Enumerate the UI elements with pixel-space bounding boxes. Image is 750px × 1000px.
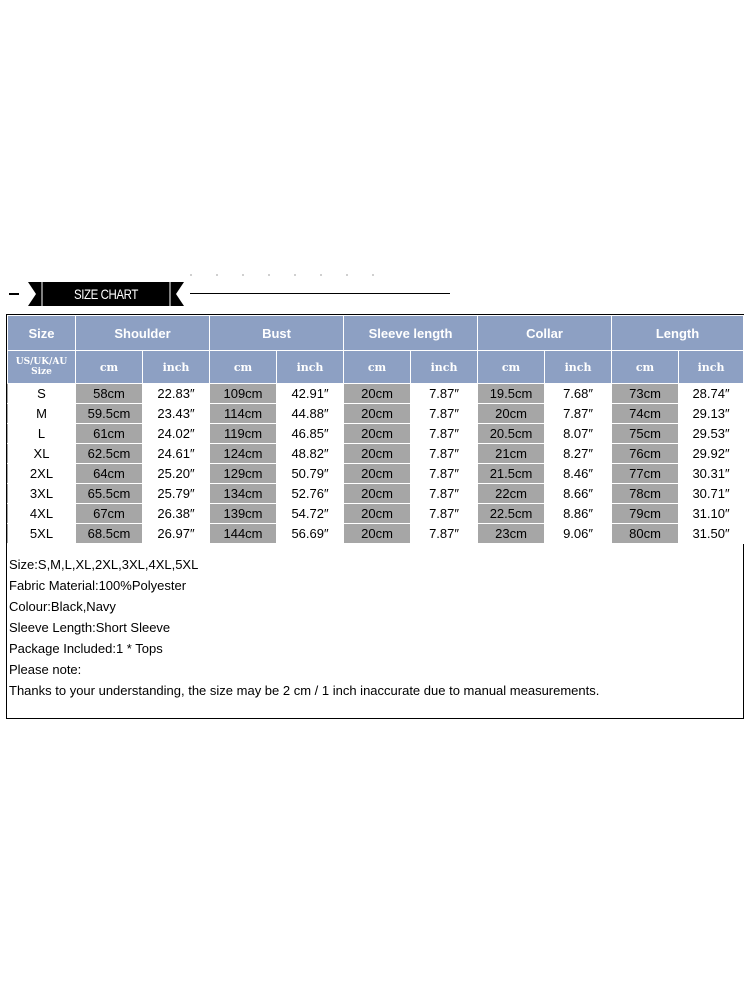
product-notes (9, 554, 739, 701)
unit-header-inch: inch (411, 351, 478, 384)
unit-header-cm: cm (344, 351, 411, 384)
unit-header-inch: inch (545, 351, 612, 384)
cell-sleeve-inch: 7.87″ (411, 524, 478, 544)
unit-header-inch: inch (277, 351, 344, 384)
cell-shoulder-inch: 23.43″ (143, 404, 210, 424)
cell-collar-inch: 9.06″ (545, 524, 612, 544)
note-line: Sleeve Length:Short Sleeve (9, 620, 171, 635)
note-line: Package Included:1 * Tops (9, 641, 163, 656)
cell-length-inch: 31.10″ (679, 504, 744, 524)
table-row (8, 424, 744, 444)
cell-sleeve-cm: 20cm (344, 524, 411, 544)
cell-size: L (8, 424, 76, 444)
group-header-collar: Collar (478, 316, 612, 351)
table-row (8, 384, 744, 404)
cell-shoulder-cm: 68.5cm (76, 524, 143, 544)
cell-sleeve-cm: 20cm (344, 484, 411, 504)
cell-collar-inch: 8.07″ (545, 424, 612, 444)
cell-shoulder-inch: 26.38″ (143, 504, 210, 524)
cell-shoulder-inch: 26.97″ (143, 524, 210, 544)
cell-bust-inch: 44.88″ (277, 404, 344, 424)
cell-collar-cm: 22cm (478, 484, 545, 504)
cell-size: XL (8, 444, 76, 464)
cell-length-cm: 80cm (612, 524, 679, 544)
size-chart-panel (6, 314, 744, 719)
cell-length-inch: 30.31″ (679, 464, 744, 484)
cell-length-cm: 73cm (612, 384, 679, 404)
group-header-shoulder: Shoulder (76, 316, 210, 351)
unit-header-cm: cm (478, 351, 545, 384)
cell-shoulder-cm: 59.5cm (76, 404, 143, 424)
header-rule (190, 293, 450, 294)
table-unit-header-row (8, 351, 744, 384)
cell-bust-inch: 54.72″ (277, 504, 344, 524)
cell-length-cm: 75cm (612, 424, 679, 444)
cell-bust-cm: 129cm (210, 464, 277, 484)
cell-collar-inch: 8.46″ (545, 464, 612, 484)
cell-collar-inch: 8.86″ (545, 504, 612, 524)
cell-length-inch: 29.53″ (679, 424, 744, 444)
cell-sleeve-inch: 7.87″ (411, 404, 478, 424)
cell-collar-inch: 8.66″ (545, 484, 612, 504)
table-row (8, 524, 744, 544)
cell-length-inch: 30.71″ (679, 484, 744, 504)
table-row (8, 404, 744, 424)
note-line: Please note: (9, 662, 82, 677)
cell-bust-inch: 42.91″ (277, 384, 344, 404)
cell-size: 5XL (8, 524, 76, 544)
cell-shoulder-cm: 65.5cm (76, 484, 143, 504)
cell-sleeve-inch: 7.87″ (411, 464, 478, 484)
cell-collar-cm: 21.5cm (478, 464, 545, 484)
cell-bust-cm: 124cm (210, 444, 277, 464)
note-line: Thanks to your understanding, the size may be 2 cm / 1 inch inaccurate due to manual measurements. (9, 683, 600, 698)
cell-length-inch: 29.92″ (679, 444, 744, 464)
table-row (8, 484, 744, 504)
cell-shoulder-cm: 61cm (76, 424, 143, 444)
unit-header-inch: inch (679, 351, 744, 384)
unit-header-cm: cm (76, 351, 143, 384)
cell-collar-cm: 22.5cm (478, 504, 545, 524)
cell-length-cm: 74cm (612, 404, 679, 424)
size-chart-header (0, 270, 750, 310)
table-row (8, 504, 744, 524)
group-header-length: Length (612, 316, 744, 351)
cell-length-cm: 79cm (612, 504, 679, 524)
cell-sleeve-cm: 20cm (344, 444, 411, 464)
cell-bust-cm: 109cm (210, 384, 277, 404)
cell-sleeve-cm: 20cm (344, 464, 411, 484)
cell-sleeve-inch: 7.87″ (411, 444, 478, 464)
cell-sleeve-cm: 20cm (344, 504, 411, 524)
cell-collar-inch: 7.87″ (545, 404, 612, 424)
size-chart-title: SIZE CHART (74, 286, 138, 302)
cell-length-inch: 28.74″ (679, 384, 744, 404)
cell-shoulder-inch: 24.02″ (143, 424, 210, 444)
cell-shoulder-inch: 22.83″ (143, 384, 210, 404)
cell-shoulder-inch: 25.20″ (143, 464, 210, 484)
cell-length-inch: 31.50″ (679, 524, 744, 544)
cell-size: M (8, 404, 76, 424)
cell-shoulder-cm: 62.5cm (76, 444, 143, 464)
cell-sleeve-cm: 20cm (344, 424, 411, 444)
unit-header-cm: cm (210, 351, 277, 384)
cell-collar-cm: 19.5cm (478, 384, 545, 404)
cell-bust-cm: 139cm (210, 504, 277, 524)
cell-length-cm: 78cm (612, 484, 679, 504)
note-line: Fabric Material:100%Polyester (9, 578, 187, 593)
cell-collar-cm: 20.5cm (478, 424, 545, 444)
cell-bust-inch: 48.82″ (277, 444, 344, 464)
cell-size: S (8, 384, 76, 404)
cell-bust-inch: 46.85″ (277, 424, 344, 444)
cell-length-cm: 77cm (612, 464, 679, 484)
cell-bust-cm: 134cm (210, 484, 277, 504)
cell-length-cm: 76cm (612, 444, 679, 464)
cell-bust-inch: 50.79″ (277, 464, 344, 484)
cell-shoulder-inch: 24.61″ (143, 444, 210, 464)
cell-shoulder-inch: 25.79″ (143, 484, 210, 504)
cell-size: 3XL (8, 484, 76, 504)
unit-header-inch: inch (143, 351, 210, 384)
decorative-dots (190, 274, 390, 278)
note-line: Size:S,M,L,XL,2XL,3XL,4XL,5XL (9, 557, 199, 572)
cell-collar-inch: 8.27″ (545, 444, 612, 464)
cell-shoulder-cm: 67cm (76, 504, 143, 524)
cell-bust-inch: 52.76″ (277, 484, 344, 504)
cell-sleeve-inch: 7.87″ (411, 384, 478, 404)
cell-collar-cm: 21cm (478, 444, 545, 464)
left-dash (9, 293, 19, 295)
table-row (8, 444, 744, 464)
cell-shoulder-cm: 58cm (76, 384, 143, 404)
cell-sleeve-inch: 7.87″ (411, 424, 478, 444)
table-row (8, 464, 744, 484)
cell-length-inch: 29.13″ (679, 404, 744, 424)
cell-collar-cm: 20cm (478, 404, 545, 424)
note-line: Colour:Black,Navy (9, 599, 116, 614)
cell-size: 2XL (8, 464, 76, 484)
cell-sleeve-inch: 7.87″ (411, 504, 478, 524)
cell-collar-inch: 7.68″ (545, 384, 612, 404)
cell-bust-cm: 119cm (210, 424, 277, 444)
cell-collar-cm: 23cm (478, 524, 545, 544)
size-column-header: Size (8, 316, 76, 351)
size-table-body (8, 384, 744, 544)
group-header-sleeve-length: Sleeve length (344, 316, 478, 351)
size-table (7, 315, 744, 544)
cell-bust-inch: 56.69″ (277, 524, 344, 544)
cell-size: 4XL (8, 504, 76, 524)
cell-sleeve-cm: 20cm (344, 384, 411, 404)
cell-bust-cm: 114cm (210, 404, 277, 424)
unit-header-cm: cm (612, 351, 679, 384)
cell-shoulder-cm: 64cm (76, 464, 143, 484)
size-region-subheader: US/UK/AU Size (8, 351, 76, 384)
cell-bust-cm: 144cm (210, 524, 277, 544)
group-header-bust: Bust (210, 316, 344, 351)
cell-sleeve-inch: 7.87″ (411, 484, 478, 504)
table-group-header-row (8, 316, 744, 351)
cell-sleeve-cm: 20cm (344, 404, 411, 424)
